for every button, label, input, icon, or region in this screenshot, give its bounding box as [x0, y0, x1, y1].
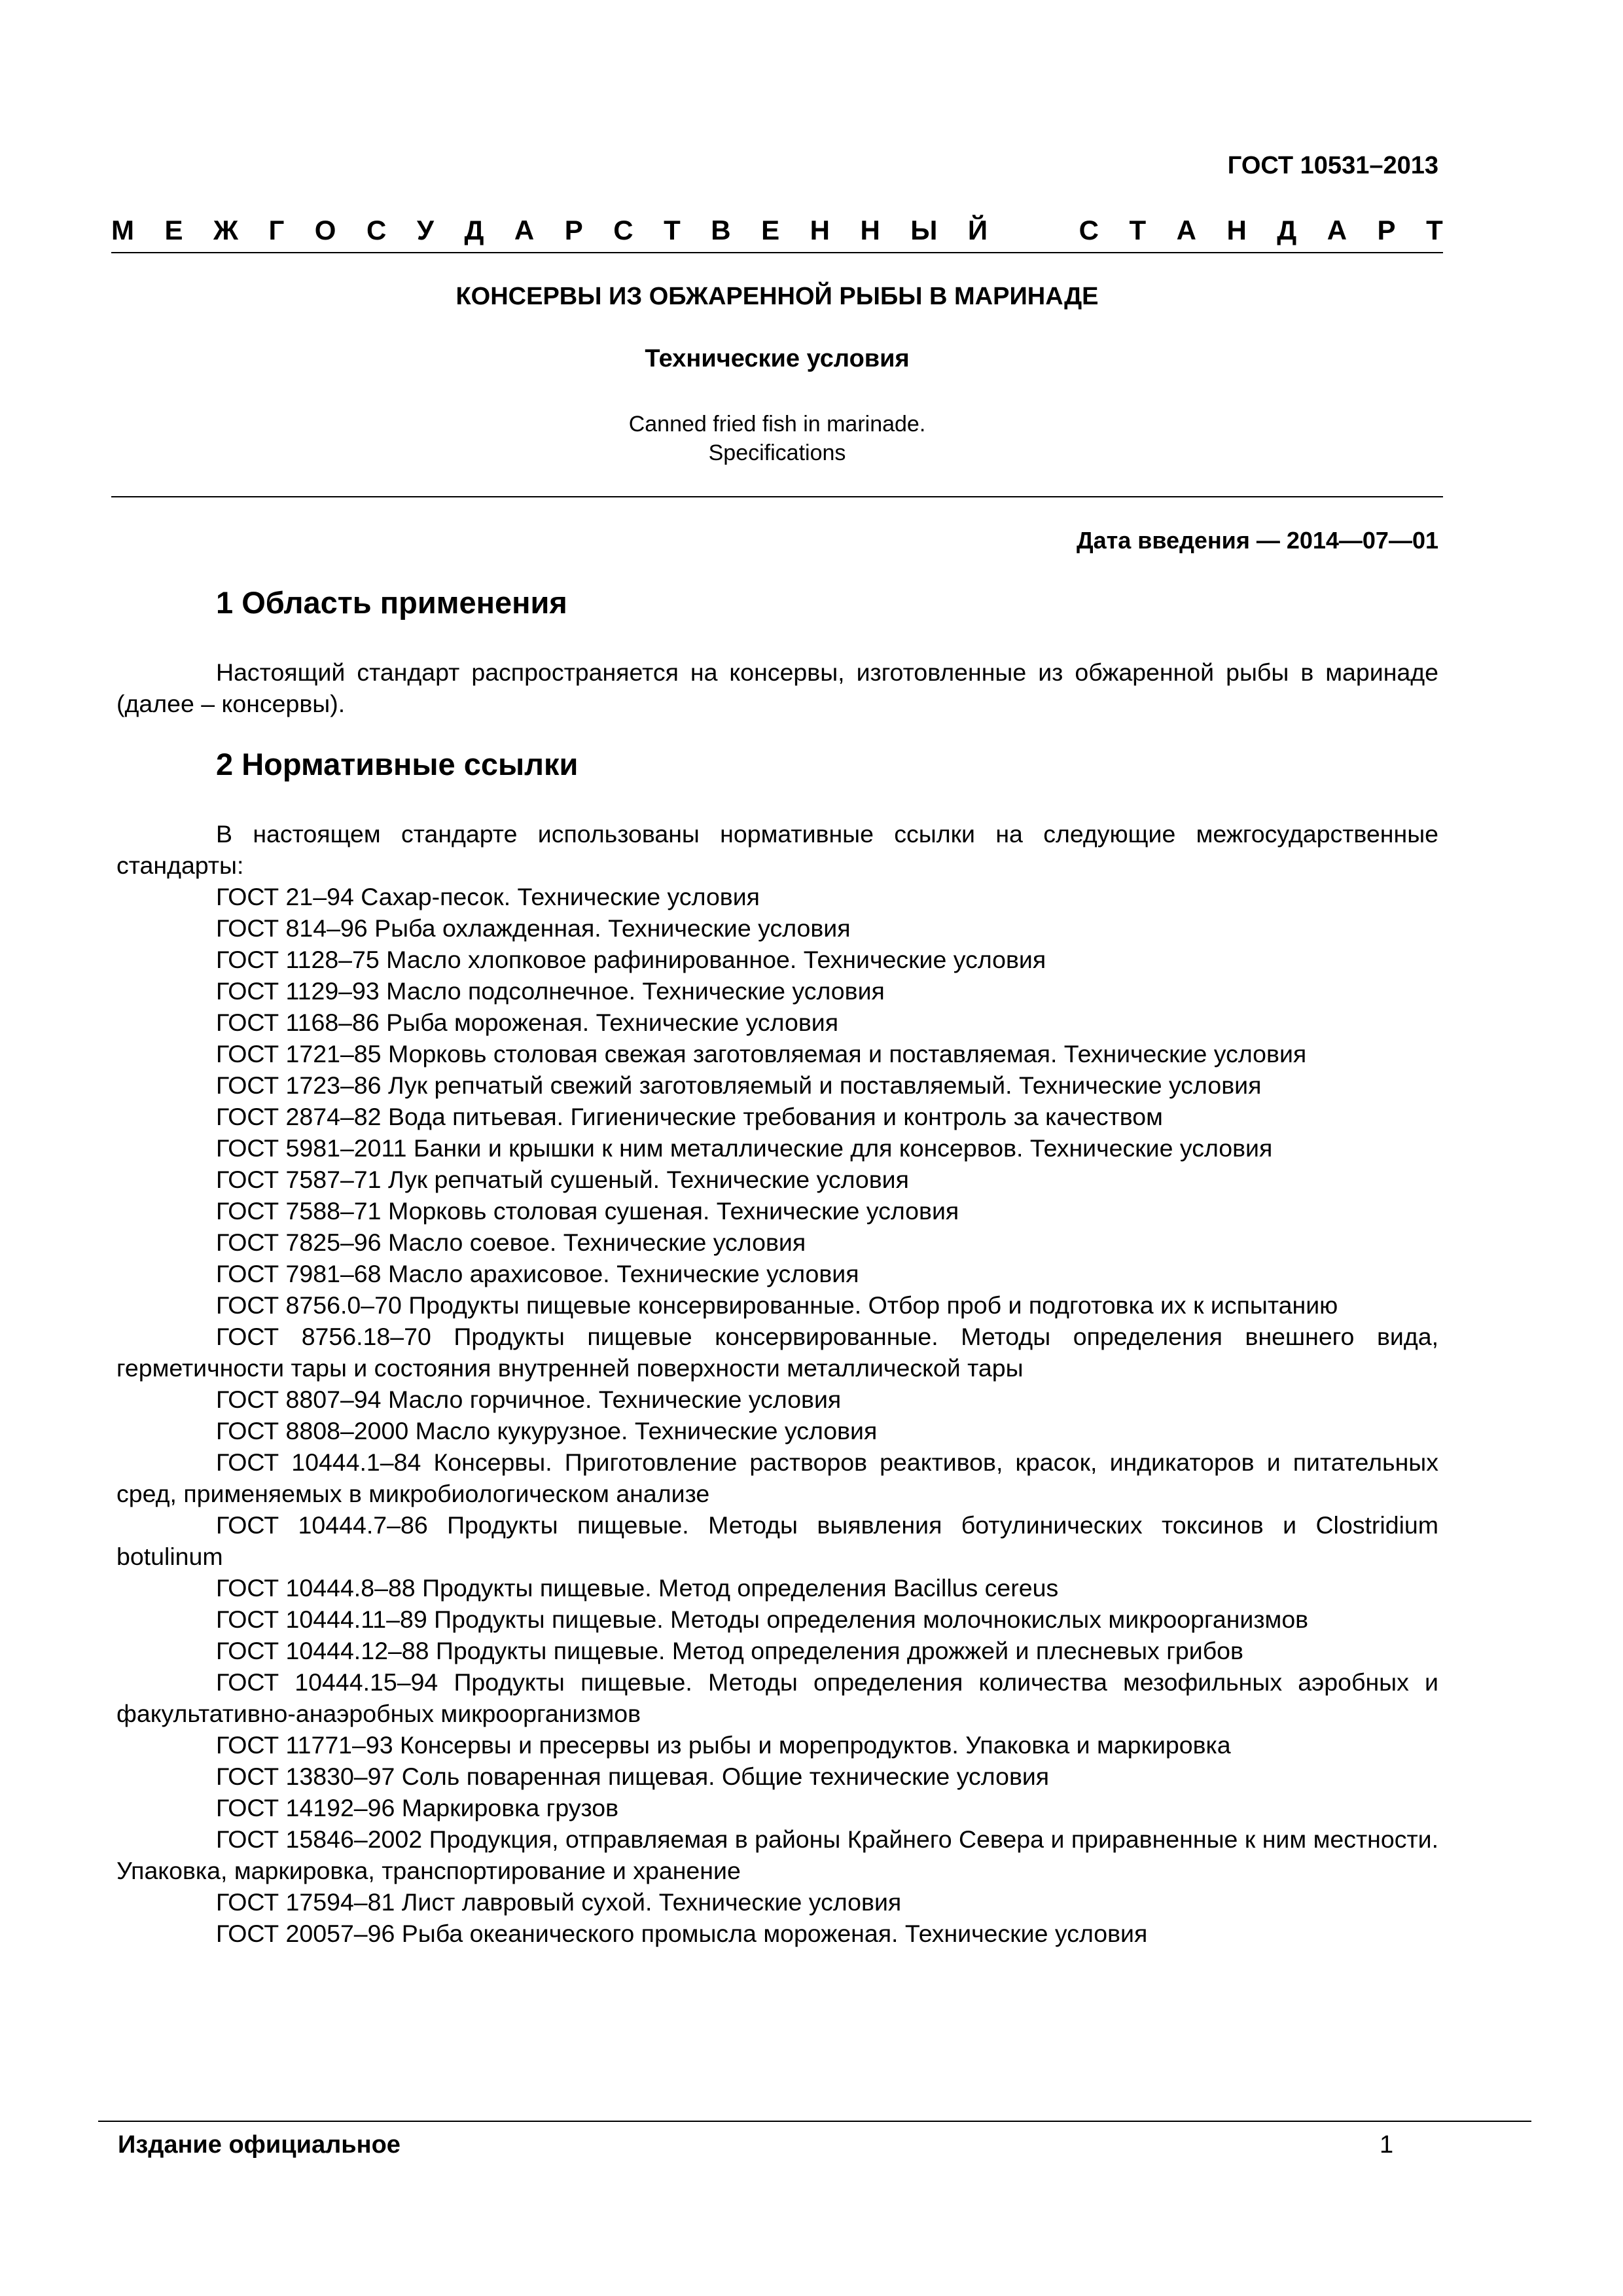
- banner-letter: А: [514, 215, 535, 245]
- normative-refs-intro: В настоящем стандарте использованы нормативные ссылки на следующие межгосударственные стандарты:: [116, 820, 1438, 879]
- banner-letter: Ж: [213, 215, 238, 245]
- page-number: 1: [1380, 2131, 1394, 2159]
- reference-item: ГОСТ 21–94 Сахар-песок. Технические условия: [216, 883, 760, 910]
- banner-letter: Т: [664, 215, 681, 245]
- reference-item: ГОСТ 20057–96 Рыба океанического промысла мороженая. Технические условия: [216, 1920, 1148, 1947]
- reference-item: ГОСТ 8756.18–70 Продукты пищевые консервированные. Методы определения внешнего вида, герметичности тары и состояния внутренней поверхности металлической тары: [116, 1323, 1438, 1382]
- banner-letter: У: [416, 215, 434, 245]
- reference-items: [116, 881, 1438, 1949]
- reference-item: ГОСТ 7981–68 Масло арахисовое. Технические условия: [216, 1260, 859, 1287]
- banner-letter: В: [711, 215, 731, 245]
- reference-item: ГОСТ 7588–71 Морковь столовая сушеная. Технические условия: [216, 1197, 959, 1225]
- section-heading-scope: 1 Область применения: [216, 585, 567, 620]
- banner-letter: С: [613, 215, 633, 245]
- footer-divider: [98, 2121, 1531, 2122]
- reference-item: ГОСТ 8808–2000 Масло кукурузное. Технические условия: [216, 1417, 878, 1444]
- reference-item: ГОСТ 1168–86 Рыба мороженая. Технические условия: [216, 1009, 839, 1036]
- introduction-date: Дата введения — 2014—07—01: [1076, 527, 1438, 554]
- section-heading-normative-refs: 2 Нормативные ссылки: [216, 747, 579, 781]
- reference-item: ГОСТ 814–96 Рыба охлажденная. Технические условия: [216, 914, 851, 942]
- reference-item: ГОСТ 14192–96 Маркировка грузов: [216, 1794, 619, 1821]
- reference-item: ГОСТ 10444.7–86 Продукты пищевые. Методы выявления ботулинических токсинов и Clostridium botulinum: [116, 1511, 1438, 1570]
- banner-letter: Ы: [910, 215, 938, 245]
- banner-letter: С: [1079, 215, 1099, 245]
- reference-item: ГОСТ 5981–2011 Банки и крышки к ним металлические для консервов. Технические условия: [216, 1134, 1273, 1162]
- official-edition-label: Издание официальное: [118, 2131, 401, 2159]
- english-title-line-1: Canned fried fish in marinade.: [628, 412, 926, 437]
- title-divider: [111, 496, 1443, 497]
- header-divider: [111, 252, 1443, 253]
- banner-letter: С: [366, 215, 387, 245]
- banner-letter: Р: [1377, 215, 1396, 245]
- english-title-line-2: Specifications: [708, 440, 846, 465]
- scope-paragraph: Настоящий стандарт распространяется на консервы, изготовленные из обжаренной рыбы в маринаде (далее – консервы).: [116, 658, 1438, 717]
- reference-item: ГОСТ 1721–85 Морковь столовая свежая заготовляемая и поставляемая. Технические условия: [216, 1040, 1307, 1067]
- banner-letter: Т: [1426, 215, 1443, 245]
- document-subtitle: Технические условия: [645, 345, 910, 372]
- gost-code: ГОСТ 10531–2013: [1227, 152, 1438, 179]
- normative-references-list: [116, 818, 1438, 1949]
- reference-item: ГОСТ 17594–81 Лист лавровый сухой. Технические условия: [216, 1888, 902, 1916]
- reference-item: ГОСТ 15846–2002 Продукция, отправляемая в районы Крайнего Севера и приравненные к ним местности. Упаковка, маркировка, транспортирование и хранение: [116, 1825, 1438, 1884]
- banner-letter: Р: [564, 215, 583, 245]
- reference-item: ГОСТ 10444.1–84 Консервы. Приготовление растворов реактивов, красок, индикаторов и питательных сред, применяемых в микробиологическом анализе: [116, 1448, 1438, 1507]
- banner-letter: Н: [810, 215, 830, 245]
- banner-letter: М: [111, 215, 134, 245]
- scope-text-block: [116, 656, 1438, 719]
- banner-letter: А: [1176, 215, 1196, 245]
- banner-letter: Е: [761, 215, 780, 245]
- reference-item: ГОСТ 7587–71 Лук репчатый сушеный. Технические условия: [216, 1166, 909, 1193]
- reference-item: ГОСТ 8807–94 Масло горчичное. Технические условия: [216, 1386, 842, 1413]
- reference-item: ГОСТ 1128–75 Масло хлопковое рафинированное. Технические условия: [216, 946, 1046, 973]
- banner-letter: Д: [464, 215, 484, 245]
- banner-letter: Й: [967, 215, 988, 245]
- reference-item: ГОСТ 7825–96 Масло соевое. Технические условия: [216, 1229, 806, 1256]
- banner-letter: Н: [860, 215, 880, 245]
- reference-item: ГОСТ 11771–93 Консервы и пресервы из рыбы и морепродуктов. Упаковка и маркировка: [216, 1731, 1231, 1759]
- reference-item: ГОСТ 2874–82 Вода питьевая. Гигиенические требования и контроль за качеством: [216, 1103, 1163, 1130]
- reference-item: ГОСТ 10444.12–88 Продукты пищевые. Метод определения дрожжей и плесневых грибов: [216, 1637, 1243, 1664]
- reference-item: ГОСТ 1723–86 Лук репчатый свежий заготовляемый и поставляемый. Технические условия: [216, 1071, 1262, 1099]
- banner-letter: Г: [268, 215, 285, 245]
- document-title: КОНСЕРВЫ ИЗ ОБЖАРЕННОЙ РЫБЫ В МАРИНАДЕ: [455, 283, 1099, 310]
- reference-item: ГОСТ 10444.15–94 Продукты пищевые. Методы определения количества мезофильных аэробных и факультативно-анаэробных микроорганизмов: [116, 1668, 1438, 1727]
- banner-letter: Н: [1226, 215, 1247, 245]
- banner-letter: Е: [164, 215, 183, 245]
- english-title: [111, 410, 1443, 467]
- reference-item: ГОСТ 10444.11–89 Продукты пищевые. Методы определения молочнокислых микроорганизмов: [216, 1605, 1309, 1633]
- banner-letter: Д: [1277, 215, 1297, 245]
- reference-item: ГОСТ 13830–97 Соль поваренная пищевая. Общие технические условия: [216, 1763, 1050, 1790]
- interstate-standard-banner: [111, 215, 1443, 246]
- banner-letter: О: [314, 215, 336, 245]
- reference-item: ГОСТ 10444.8–88 Продукты пищевые. Метод определения Bacillus cereus: [216, 1574, 1059, 1602]
- reference-item: ГОСТ 1129–93 Масло подсолнечное. Технические условия: [216, 977, 885, 1005]
- reference-item: ГОСТ 8756.0–70 Продукты пищевые консервированные. Отбор проб и подготовка их к испытанию: [216, 1291, 1338, 1319]
- banner-letter: А: [1327, 215, 1347, 245]
- banner-letter: Т: [1129, 215, 1147, 245]
